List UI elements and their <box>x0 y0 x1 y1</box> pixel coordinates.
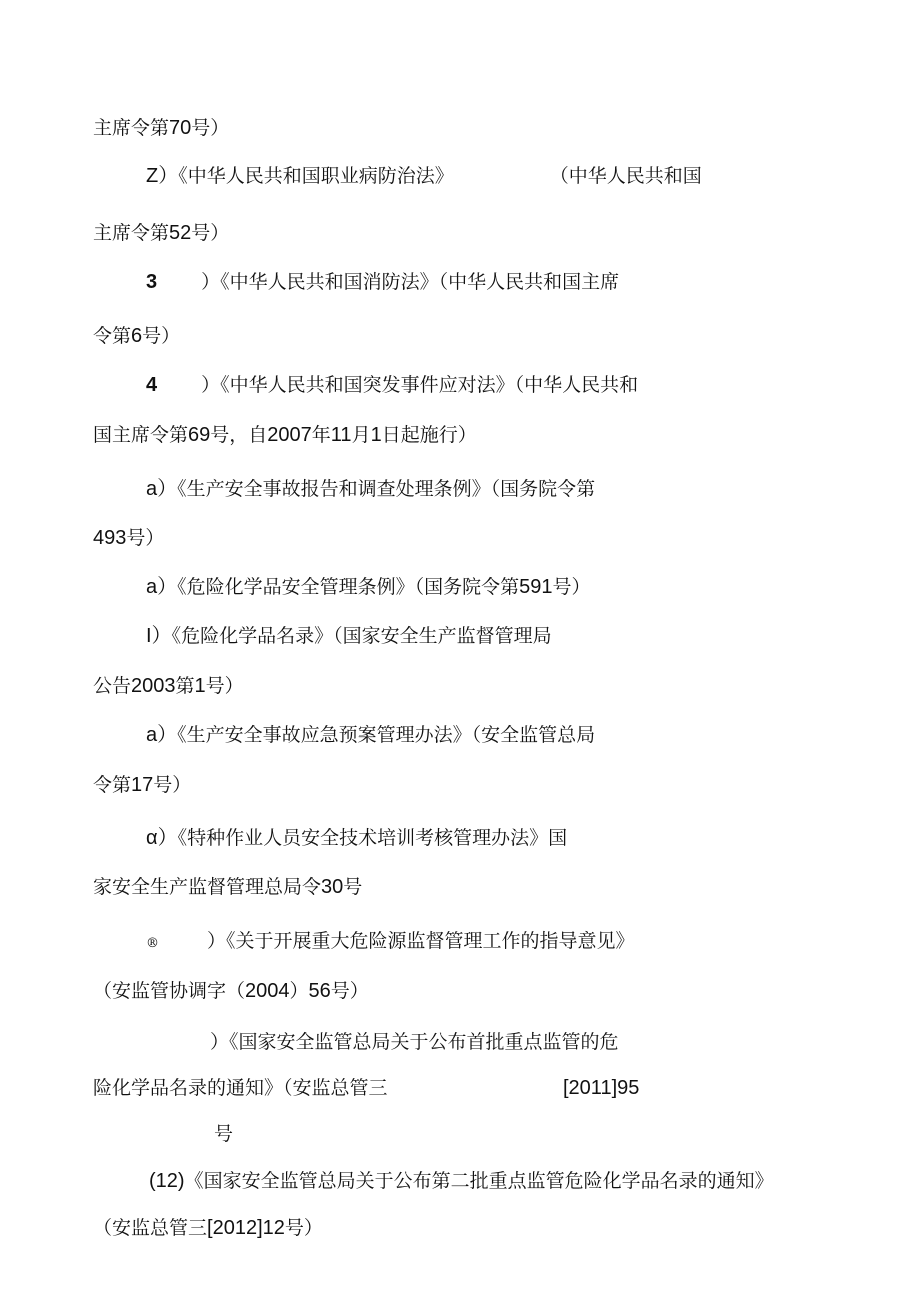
text-segment: 号） <box>142 325 181 347</box>
list-marker: I） <box>146 625 172 647</box>
text-segment: 号） <box>284 1217 323 1239</box>
text-number: 56 <box>308 980 331 1002</box>
text-line <box>93 526 164 550</box>
list-marker: 4 <box>146 374 158 396</box>
text-number: [2011]95 <box>563 1077 640 1099</box>
text-segment: 《生产安全事故报告和调查处理条例》（国务院令第 <box>177 478 596 500</box>
text-segment: 年 <box>311 424 331 446</box>
text-segment: 主席令第 <box>93 117 170 139</box>
text-segment: 号） <box>552 576 591 598</box>
text-segment: 《中华人民共和国职业病防治法》 <box>178 165 454 187</box>
text-line <box>93 221 229 245</box>
text-line <box>93 979 369 1003</box>
text-line <box>149 1169 774 1193</box>
text-segment: 《特种作业人员安全技术培训考核管理办法》国 <box>177 827 568 849</box>
text-segment: 主席令第 <box>93 222 170 244</box>
list-marker: (12) <box>149 1170 185 1192</box>
text-line <box>146 373 638 397</box>
text-segment: （中华人民共和国 <box>549 165 702 187</box>
text-line <box>93 773 191 797</box>
text-segment: 险化学品名录的通知》（安监总管三 <box>93 1077 388 1099</box>
text-number: 69 <box>188 424 211 446</box>
text-segment: 号） <box>153 774 192 796</box>
text-segment: 公告 <box>93 675 132 697</box>
text-line <box>146 624 552 648</box>
text-line <box>93 116 229 140</box>
text-number: 591 <box>519 576 553 598</box>
text-number: 493 <box>93 527 127 549</box>
text-segment: 《危险化学品名录》（国家安全生产监督管理局 <box>171 625 552 647</box>
text-segment: 号 <box>214 1123 234 1145</box>
text-segment: 号） <box>191 222 230 244</box>
text-segment: 国主席令第 <box>93 424 189 446</box>
text-segment: 《危险化学品安全管理条例》（国务院令第 <box>177 576 520 598</box>
text-line <box>93 674 244 698</box>
text-line <box>93 1216 323 1240</box>
text-line <box>146 270 619 294</box>
text-number: 17 <box>131 774 154 796</box>
text-segment: 令第 <box>93 325 132 347</box>
text-segment: （安监总管三 <box>93 1217 208 1239</box>
text-line <box>146 826 567 850</box>
text-number: 1 <box>370 424 382 446</box>
text-segment: ） <box>289 980 309 1002</box>
list-marker: a） <box>146 724 178 746</box>
text-segment: 令第 <box>93 774 132 796</box>
text-segment: 家安全生产监督管理总局令 <box>93 876 322 898</box>
text-number: 52 <box>169 222 192 244</box>
text-line <box>146 929 635 956</box>
text-segment: （安监管协调字（ <box>93 980 246 1002</box>
text-line <box>93 423 477 447</box>
text-segment: 号 <box>343 876 363 898</box>
text-number: 30 <box>321 876 344 898</box>
text-number: 6 <box>131 325 143 347</box>
text-segment: 号，自 <box>210 424 268 446</box>
text-line <box>210 1030 619 1054</box>
text-number: 2003 <box>131 675 176 697</box>
text-line <box>146 575 591 599</box>
text-line <box>146 477 595 501</box>
text-line <box>214 1122 233 1146</box>
text-number: 11 <box>330 424 352 446</box>
text-segment: ）《中华人民共和国消防法》（中华人民共和国主席 <box>201 271 620 293</box>
list-marker: a） <box>146 478 178 500</box>
text-segment: 月 <box>351 424 371 446</box>
text-segment: ）《国家安全监管总局关于公布首批重点监管的危 <box>210 1031 619 1053</box>
list-marker: a） <box>146 576 178 598</box>
text-segment: 《生产安全事故应急预案管理办法》（安全监管总局 <box>177 724 596 746</box>
text-line <box>93 875 362 899</box>
text-segment: 第 <box>175 675 195 697</box>
text-number: 1 <box>194 675 206 697</box>
text-number: 2007 <box>267 424 312 446</box>
text-segment: 号） <box>330 980 369 1002</box>
text-segment: 《国家安全监管总局关于公布第二批重点监管危险化学品名录的通知》 <box>184 1170 774 1192</box>
text-line <box>146 164 702 188</box>
text-segment: 号） <box>126 527 165 549</box>
list-marker: α） <box>146 827 178 849</box>
text-segment: 号） <box>205 675 244 697</box>
text-number: 70 <box>169 117 192 139</box>
text-segment: 日起施行） <box>381 424 477 446</box>
text-segment: 号） <box>191 117 230 139</box>
text-line <box>93 324 180 348</box>
list-marker: ® <box>146 936 159 951</box>
text-line <box>93 1076 388 1100</box>
text-line <box>146 723 595 747</box>
text-number: 2004 <box>245 980 290 1002</box>
list-marker: Z） <box>146 165 179 187</box>
text-segment: ）《关于开展重大危险源监督管理工作的指导意见》 <box>207 930 635 952</box>
text-segment: ）《中华人民共和国突发事件应对法》（中华人民共和 <box>201 374 639 396</box>
text-number: [2012]12 <box>207 1217 285 1239</box>
list-marker: 3 <box>146 271 158 293</box>
